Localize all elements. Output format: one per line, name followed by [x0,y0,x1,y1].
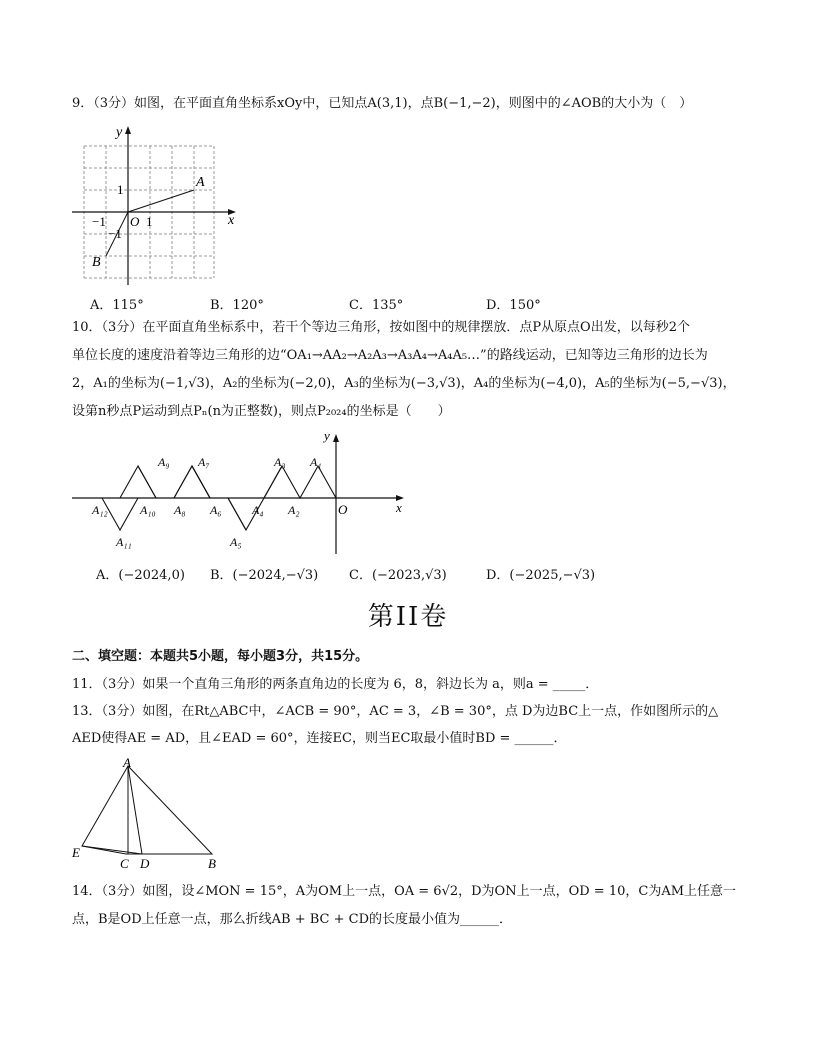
q10-label-a6: A₆ [210,503,222,517]
q10-line-1: 10．（3分）在平面直角坐标系中，若干个等边三角形，按如图中的规律摆放．点P从原点O出发，以每秒2个 [72,320,690,335]
q9-tick-y1: 1 [117,182,124,197]
q13-point-b: B [208,856,216,871]
q9-origin-label: O [130,214,140,229]
section-title: 第II卷 [367,602,449,632]
q10-option-d: D．(−2025,−√3) [486,568,596,583]
q10-y-label: y [324,428,330,443]
q9-point-b: B [92,255,101,270]
q10-label-a12: A₁₂ [92,503,108,517]
q9-tick-yneg1: −1 [108,226,122,241]
q10-label-a11: A₁₁ [116,535,132,549]
q11-stem: 11．（3分）如果一个直角三角形的两条直角边的长度为 6，8，斜边长为 a，则a = _____． [72,677,599,692]
q9-x-label: x [228,213,235,228]
q10-label-a3: A₃ [274,455,286,469]
q10-option-c: C．(−2023,√3) [349,568,447,583]
q10-label-a8: A₈ [174,503,186,517]
q13-point-a: A [123,756,131,770]
q10-label-a9: A₉ [158,455,170,469]
q13-line-1: 13．（3分）如图，在Rt△ABC中，∠ACB = 90°，AC = 3，∠B = 30°，点 D为边BC上一点，作如图所示的△ [72,704,719,719]
q9-option-a: A．115° [90,298,144,313]
q10-line-3: 2，A₁的坐标为(−1,√3)，A₂的坐标为(−2,0)，A₃的坐标为(−3,√3)，A₄的坐标为(−4,0)，A₅的坐标为(−5,−√3)， [72,376,736,391]
q9-option-b: B．120° [210,298,264,313]
q9-figure [70,120,250,290]
q13-line-2: AED使得AE = AD，且∠EAD = 60°，连接EC，则当EC取最小值时BD = ______． [72,731,567,746]
q13-point-c: C [120,856,129,871]
q9-stem: 9．（3分）如图，在平面直角坐标系xOy中，已知点A(3,1)，点B(−1,−2)，则图中的∠AOB的大小为（ ） [72,96,693,111]
q13-figure [70,756,230,874]
q10-x-label: x [396,500,402,515]
q13-point-d: D [140,856,150,871]
q9-point-a: A [196,175,205,190]
q14-line-1: 14．（3分）如图，设∠MON = 15°，A为OM上一点，OA = 6√2，D为ON上一点，OD = 10，C为AM上任意一 [72,884,737,899]
q10-line-4: 设第n秒点P运动到点Pₙ(n为正整数)，则点P₂₀₂₄的坐标是（ ） [72,404,451,419]
q9-y-label: y [116,125,123,140]
q10-label-a1: A₁ [310,455,322,469]
q9-option-d: D．150° [486,298,541,313]
q9-tick-xneg1: −1 [92,214,106,229]
q10-origin-label: O [338,502,348,517]
q14-line-2: 点，B是OD上任意一点，那么折线AB + BC + CD的长度最小值为______． [72,912,513,927]
q9-option-c: C．135° [349,298,404,313]
q13-point-e: E [72,845,80,860]
q10-label-a4: A₄ [252,503,264,517]
q10-figure [70,428,410,556]
q10-label-a10: A₁₀ [140,503,156,517]
q9-tick-x1: 1 [146,214,153,229]
q10-option-a: A．(−2024,0) [96,568,185,583]
q10-label-a7: A₇ [198,455,210,469]
q10-label-a2: A₂ [288,503,300,517]
section-2-header: 二、填空题：本题共5小题，每小题3分，共15分。 [72,649,369,664]
q10-line-2: 单位长度的速度沿着等边三角形的边“OA₁→AA₂→A₂A₃→A₃A₄→A₄A₅…”的路线运动，已知等边三角形的边长为 [72,348,708,363]
q10-option-b: B．(−2024,−√3) [210,568,319,583]
q10-label-a5: A₅ [230,535,242,549]
